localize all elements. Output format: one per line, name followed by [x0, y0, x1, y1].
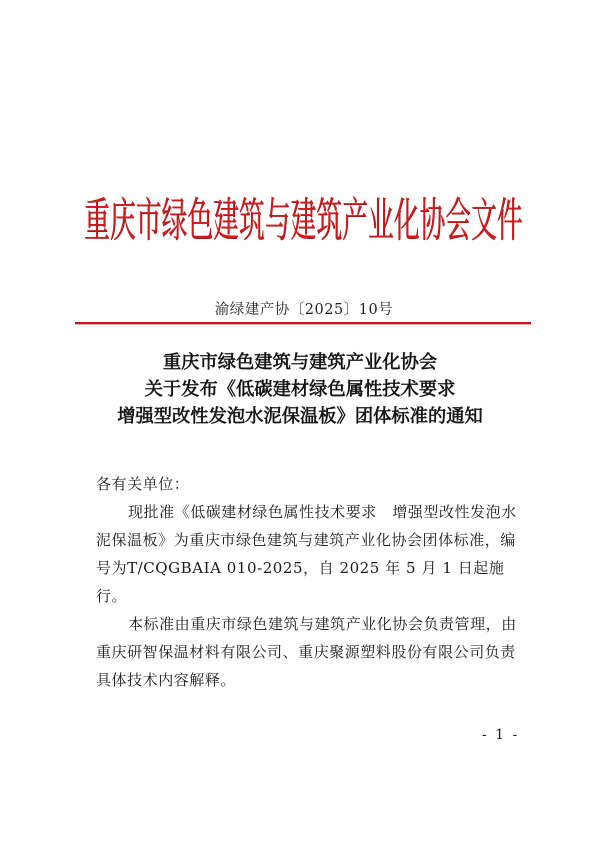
body-paragraph: 本标准由重庆市绿色建筑与建筑产业化协会负责管理，由重庆研智保温材料有限公司、重庆聚源塑料股份有限公司负责具体技术内容解释。: [96, 615, 517, 689]
page-number: - 1 -: [482, 727, 520, 743]
organization-title: 重庆市绿色建筑与建筑产业化协会文件: [84, 194, 523, 249]
notice-title: [0, 349, 600, 430]
document-number: 渝绿建产协〔2025〕10号: [214, 302, 394, 318]
body-paragraph: 现批准《低碳建材绿色属性技术要求 增强型改性发泡水泥保温板》为重庆市绿色建筑与建筑产业化协会团体标准，编号为T/CQGBAIA 010-2025，自 2025 年 5 月 1 日起施行。: [96, 503, 517, 605]
salutation: 各有关单位：: [96, 475, 190, 493]
notice-body: [96, 470, 520, 694]
red-divider-line: [75, 322, 531, 324]
notice-title-line: 关于发布《低碳建材绿色属性技术要求: [144, 379, 456, 400]
notice-title-line: 增强型改性发泡水泥保温板》团体标准的通知: [117, 406, 483, 427]
notice-title-line: 重庆市绿色建筑与建筑产业化协会: [162, 352, 438, 373]
